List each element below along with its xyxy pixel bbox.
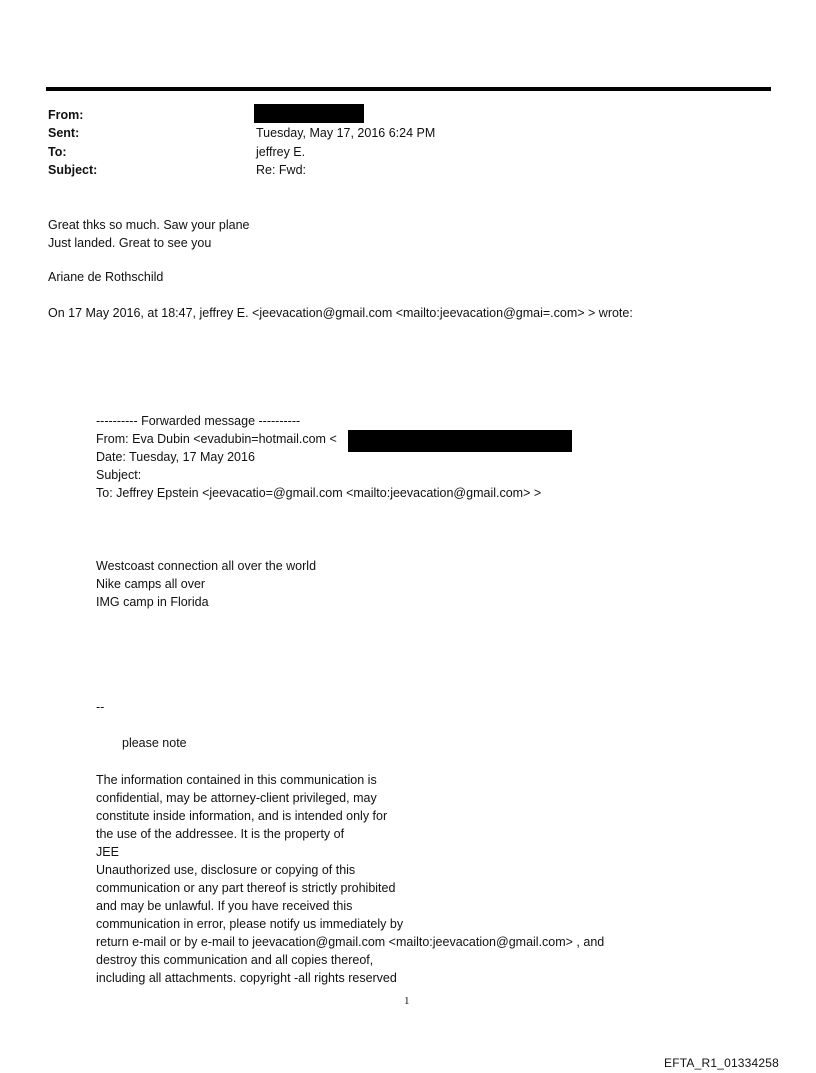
reply-line: Just landed. Great to see you xyxy=(48,236,212,250)
body-line: IMG camp in Florida xyxy=(96,595,209,609)
disclaimer-line: The information contained in this communication is xyxy=(96,773,377,787)
sent-label: Sent: xyxy=(48,126,80,140)
disclaimer xyxy=(96,771,604,987)
to-label: To: xyxy=(48,145,67,159)
body-line: Nike camps all over xyxy=(96,577,206,591)
forward-body xyxy=(96,557,316,611)
disclaimer-line: return e-mail or by e-mail to jeevacation@gmail.com <mailto:jeevacation@gmail.com> , and xyxy=(96,935,605,949)
to-value: jeffrey E. xyxy=(256,145,306,159)
from-label: From: xyxy=(48,108,84,122)
body-line: Westcoast connection all over the world xyxy=(96,559,317,573)
forward-from: From: Eva Dubin <evadubin=hotmail.com < xyxy=(96,432,337,446)
document-id: EFTA_R1_01334258 xyxy=(664,1056,780,1070)
disclaimer-line: including all attachments. copyright -all rights reserved xyxy=(96,971,397,985)
subject-value: Re: Fwd: xyxy=(256,163,307,177)
disclaimer-line: confidential, may be attorney-client privileged, may xyxy=(96,791,377,805)
disclaimer-line: and may be unlawful. If you have received this xyxy=(96,899,353,913)
disclaimer-line: destroy this communication and all copies thereof, xyxy=(96,953,374,967)
disclaimer-line: constitute inside information, and is intended only for xyxy=(96,809,388,823)
disclaimer-line: communication in error, please notify us immediately by xyxy=(96,917,404,931)
sent-value: Tuesday, May 17, 2016 6:24 PM xyxy=(256,126,436,140)
forward-subject: Subject: xyxy=(96,468,142,482)
forward-separator: ---------- Forwarded message ---------- xyxy=(96,414,301,428)
signature: Ariane de Rothschild xyxy=(48,270,164,284)
disclaimer-line: JEE xyxy=(96,845,119,859)
redacted-sender xyxy=(254,104,364,123)
redacted-email xyxy=(348,430,572,452)
page-number: 1 xyxy=(404,995,410,1007)
signature-dashes: -- xyxy=(96,700,105,714)
reply-line: Great thks so much. Saw your plane xyxy=(48,218,250,232)
disclaimer-line: communication or any part thereof is strictly prohibited xyxy=(96,881,396,895)
header-rule xyxy=(46,87,771,91)
subject-label: Subject: xyxy=(48,163,98,177)
forward-to: To: Jeffrey Epstein <jeevacatio=@gmail.com <mailto:jeevacation@gmail.com> > xyxy=(96,486,542,500)
disclaimer-line: Unauthorized use, disclosure or copying of this xyxy=(96,863,356,877)
disclaimer-line: the use of the addressee. It is the property of xyxy=(96,827,345,841)
forward-date: Date: Tuesday, 17 May 2016 xyxy=(96,450,255,464)
quote-line: On 17 May 2016, at 18:47, jeffrey E. <jeevacation@gmail.com <mailto:jeevacation@gmai=.com> > wrote: xyxy=(48,306,633,320)
please-note: please note xyxy=(122,736,187,750)
reply-body xyxy=(48,216,249,252)
